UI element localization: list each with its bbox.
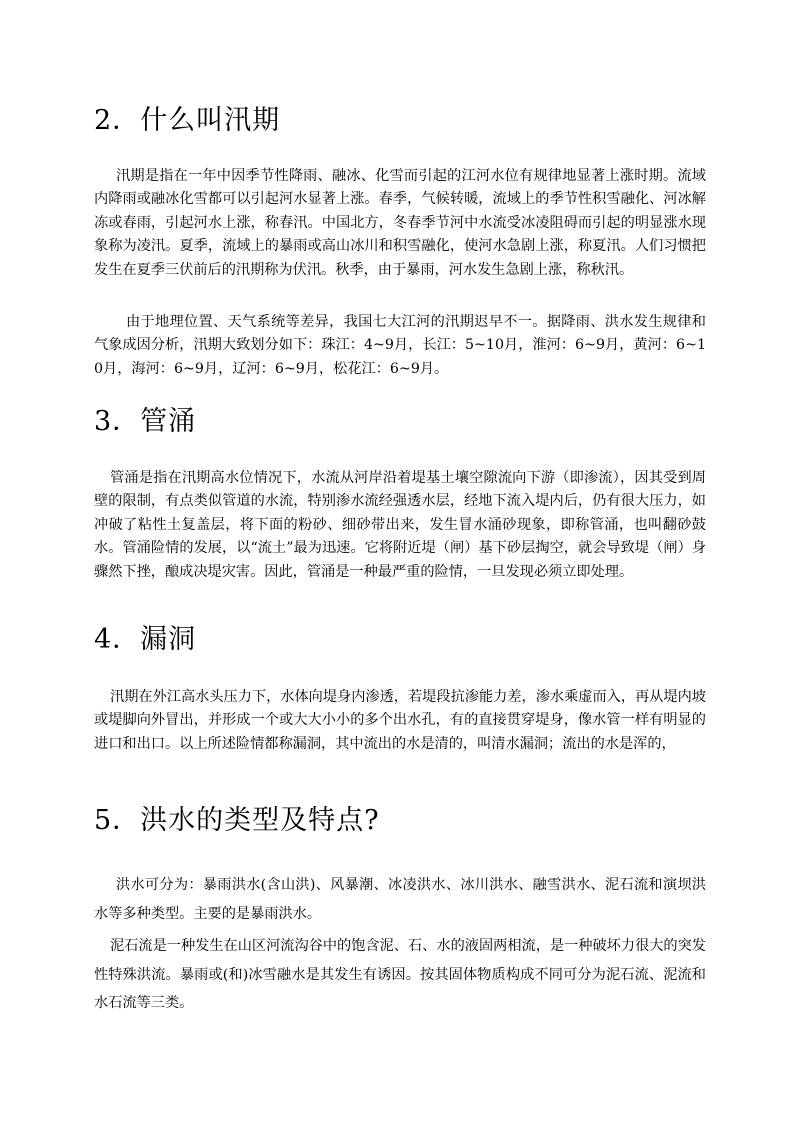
section-heading-flood-types: 5．洪水的类型及特点? xyxy=(94,805,380,836)
section-heading-flood-season: 2．什么叫汛期 xyxy=(94,105,281,136)
paragraph-flood-season-definition: 汛期是指在一年中因季节性降雨、融冰、化雪而引起的江河水位有规律地显著上涨时期。流域内降雨或融冰化雪都可以引起河水显著上涨。春季，气候转暖，流域上的季节性积雪融化、河冰解冻或春雨，引起河水上涨，称春汛。中国北方，冬春季节河中水流受冰凌阻碍而引起的明显涨水现象称为凌汛。夏季，流域上的暴雨或高山冰川和积雪融化，使河水急剧上涨，称夏汛。人们习惯把发生在夏季三伏前后的汛期称为伏汛。秋季，由于暴雨，河水发生急剧上涨，称秋汛。 xyxy=(94,168,706,278)
paragraph-debris-flow: 泥石流是一种发生在山区河流沟谷中的饱含泥、石、水的液固两相流，是一种破坏力很大的突发性特殊洪流。暴雨或(和)冰雪融水是其发生有诱因。按其固体物质构成不同可分为泥石流、泥流和水石流等三类。 xyxy=(94,938,706,1011)
paragraph-flood-types: 洪水可分为：暴雨洪水(含山洪)、风暴潮、冰凌洪水、冰川洪水、融雪洪水、泥石流和演坝洪水等多种类型。主要的是暴雨洪水。 xyxy=(94,877,706,922)
paragraph-leakage: 汛期在外江高水头压力下，水体向堤身内渗透，若堤段抗渗能力差，渗水乘虚而入，再从堤内坡或堤脚向外冒出，并形成一个或大大小小的多个出水孔，有的直接贯穿堤身，像水管一样有明显的进口和出口。以上所述险情都称漏洞，其中流出的水是清的，叫清水漏洞；流出的水是浑的， xyxy=(94,689,706,752)
section-heading-piping: 3．管涌 xyxy=(94,406,197,437)
paragraph-piping: 管涌是指在汛期高水位情况下，水流从河岸沿着堤基土壤空隙流向下游（即渗流），因其受到周壁的限制，有点类似管道的水流，特别渗水流经强透水层，经地下流入堤内后，仍有很大压力，如冲破了粘性土复盖层，将下面的粉砂、细砂带出来，发生冒水涌砂现象，即称管涌，也叫翻砂鼓水。管涌险情的发展，以“流土”最为迅速。它将附近堤（闸）基下砂层掏空，就会导致堤（闸）身骤然下挫，酿成决堤灾害。因此，管涌是一种最严重的险情，一旦发现必须立即处理。 xyxy=(94,470,706,580)
section-heading-leakage: 4．漏洞 xyxy=(94,624,197,655)
paragraph-flood-season-rivers: 由于地理位置、天气系统等差异，我国七大江河的汛期迟早不一。据降雨、洪水发生规律和气象成因分析，汛期大致划分如下：珠江：4~9月，长江：5~10月，淮河：6~9月，黄河：6~10月，海河：6~9月，辽河：6~9月，松花江：6~9月。 xyxy=(94,314,706,377)
